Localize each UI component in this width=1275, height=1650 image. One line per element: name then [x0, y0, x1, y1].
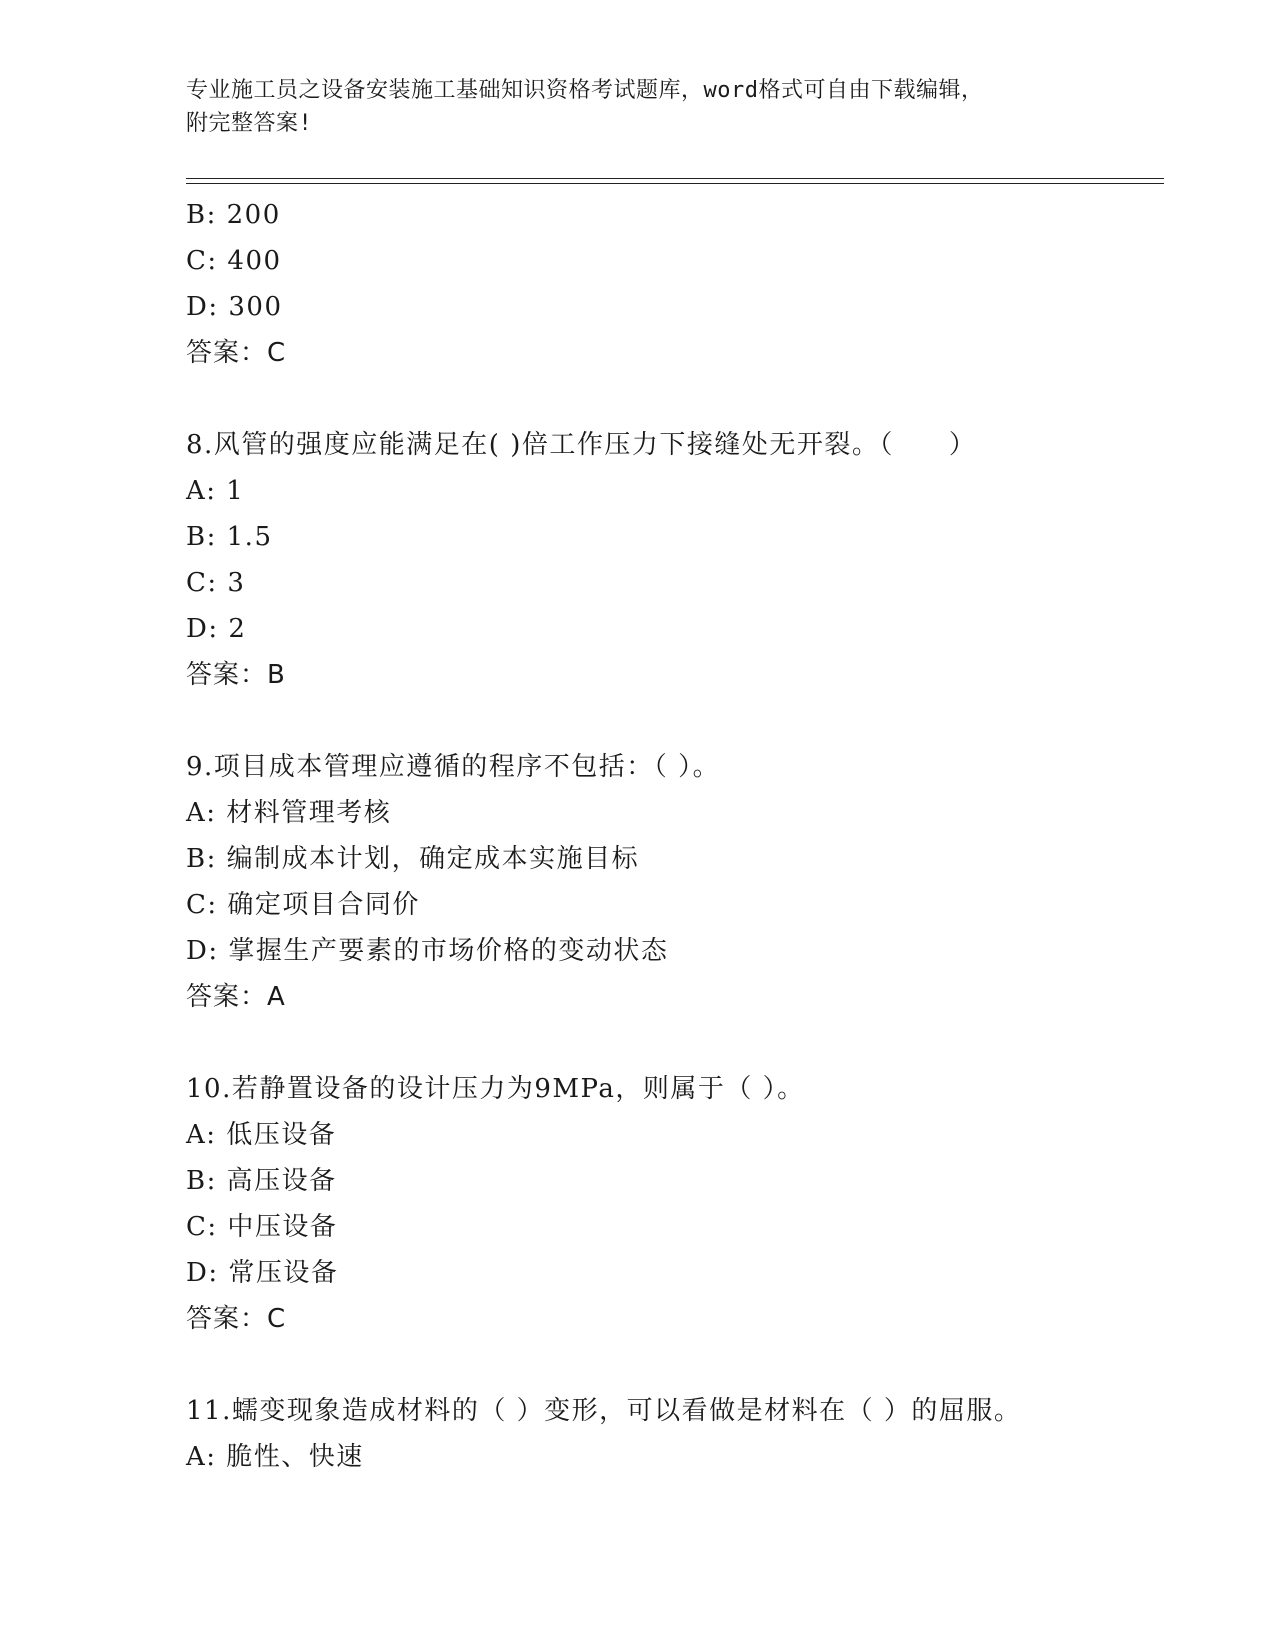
option-a: A: 低压设备 [186, 1120, 337, 1150]
question-stem: 11.蠕变现象造成材料的（ ）变形，可以看做是材料在（ ）的屈服。 [186, 1396, 1022, 1426]
option-a: A: 1 [186, 476, 245, 506]
header-divider-top [186, 178, 1164, 179]
option-d: D: 300 [186, 292, 283, 322]
option-b: B: 编制成本计划，确定成本实施目标 [186, 844, 640, 874]
option-a: A: 材料管理考核 [186, 798, 392, 828]
option-c: C: 400 [186, 246, 282, 276]
answer: 答案：A [186, 982, 286, 1012]
answer: 答案：C [186, 338, 287, 368]
option-c: C: 3 [186, 568, 246, 598]
question-8 [186, 422, 1166, 698]
question-11 [186, 1388, 1166, 1480]
option-d: D: 2 [186, 614, 247, 644]
question-7 [186, 192, 1166, 376]
answer: 答案：B [186, 660, 286, 690]
option-d: D: 掌握生产要素的市场价格的变动状态 [186, 936, 669, 966]
question-stem: 8.风管的强度应能满足在( )倍工作压力下接缝处无开裂。（ ） [186, 430, 977, 460]
question-9 [186, 744, 1166, 1020]
header-line-1: 专业施工员之设备安装施工基础知识资格考试题库，word格式可自由下载编辑， [186, 78, 984, 103]
option-c: C: 中压设备 [186, 1212, 338, 1242]
document-header [186, 74, 1086, 140]
question-stem: 9.项目成本管理应遵循的程序不包括：（ ）。 [186, 752, 721, 782]
option-b: B: 200 [186, 200, 281, 230]
option-a: A: 脆性、快速 [186, 1442, 364, 1472]
option-b: B: 1.5 [186, 522, 273, 552]
header-line-2: 附完整答案! [186, 111, 313, 136]
question-list [186, 192, 1166, 1480]
option-d: D: 常压设备 [186, 1258, 339, 1288]
answer: 答案：C [186, 1304, 287, 1334]
option-b: B: 高压设备 [186, 1166, 337, 1196]
option-c: C: 确定项目合同价 [186, 890, 420, 920]
question-10 [186, 1066, 1166, 1342]
header-divider-bottom [186, 183, 1164, 184]
question-stem: 10.若静置设备的设计压力为9MPa，则属于（ ）。 [186, 1074, 805, 1104]
